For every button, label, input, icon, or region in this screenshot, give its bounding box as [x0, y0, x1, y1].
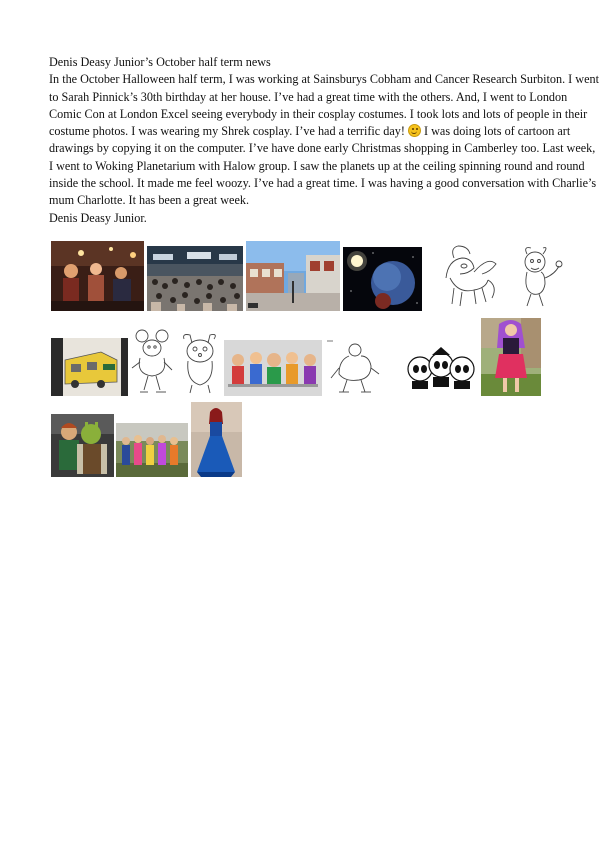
cartoon-character-drawing — [513, 244, 565, 311]
hunchback-drawing — [325, 338, 394, 396]
pony-drawing — [428, 244, 500, 311]
group-cosplay-photo — [116, 423, 188, 477]
train-drawing — [51, 338, 128, 396]
camberley-street-photo — [246, 241, 340, 311]
minnie-mouse-drawing — [130, 328, 175, 396]
purple-hair-cosplay-photo — [481, 318, 541, 396]
cartoon-group-drawing — [224, 340, 322, 396]
news-page — [49, 54, 601, 227]
news-body-part-2: I was doing lots of cartoon art drawings by copying it on the computer. I’ve have done early Christmas shopping in Camberley too. Last week, I went to Woking Planetarium with Halow group. I saw the planets up at the ceiling spinning round and round inside the school. It made me feel woozy. I’ve had a great time. I was having a good conversation with Charlie’s mum Charlotte. It has been a great week. — [49, 124, 597, 208]
planets-space-image — [343, 247, 422, 311]
chipmunk-drawing — [178, 333, 221, 396]
news-title: Denis Deasy Junior’s October half term news — [49, 55, 271, 69]
smiley-face-icon — [408, 124, 421, 137]
news-signature: Denis Deasy Junior. — [49, 210, 147, 225]
news-body — [49, 71, 601, 209]
comic-con-hall-photo — [147, 246, 243, 311]
shrek-cosplay-photo — [51, 414, 114, 477]
blue-dress-cosplay-photo — [191, 402, 242, 477]
party-photo — [51, 241, 144, 311]
news-body-part-1: In the October Halloween half term, I was working at Sainsburys Cobham and Cancer Research Surbiton. I went to Sarah Pinnick’s 30th birthday at her house. I’ve had a great time with the others. And, I went to London Comic Con at London Excel seeing everybody in their cosplay costumes. I took lots and lots of people in their costume photos. I was wearing my Shrek cosplay. I’ve had a terrific day! — [49, 72, 599, 139]
powerpuff-girls-drawing — [404, 345, 478, 396]
